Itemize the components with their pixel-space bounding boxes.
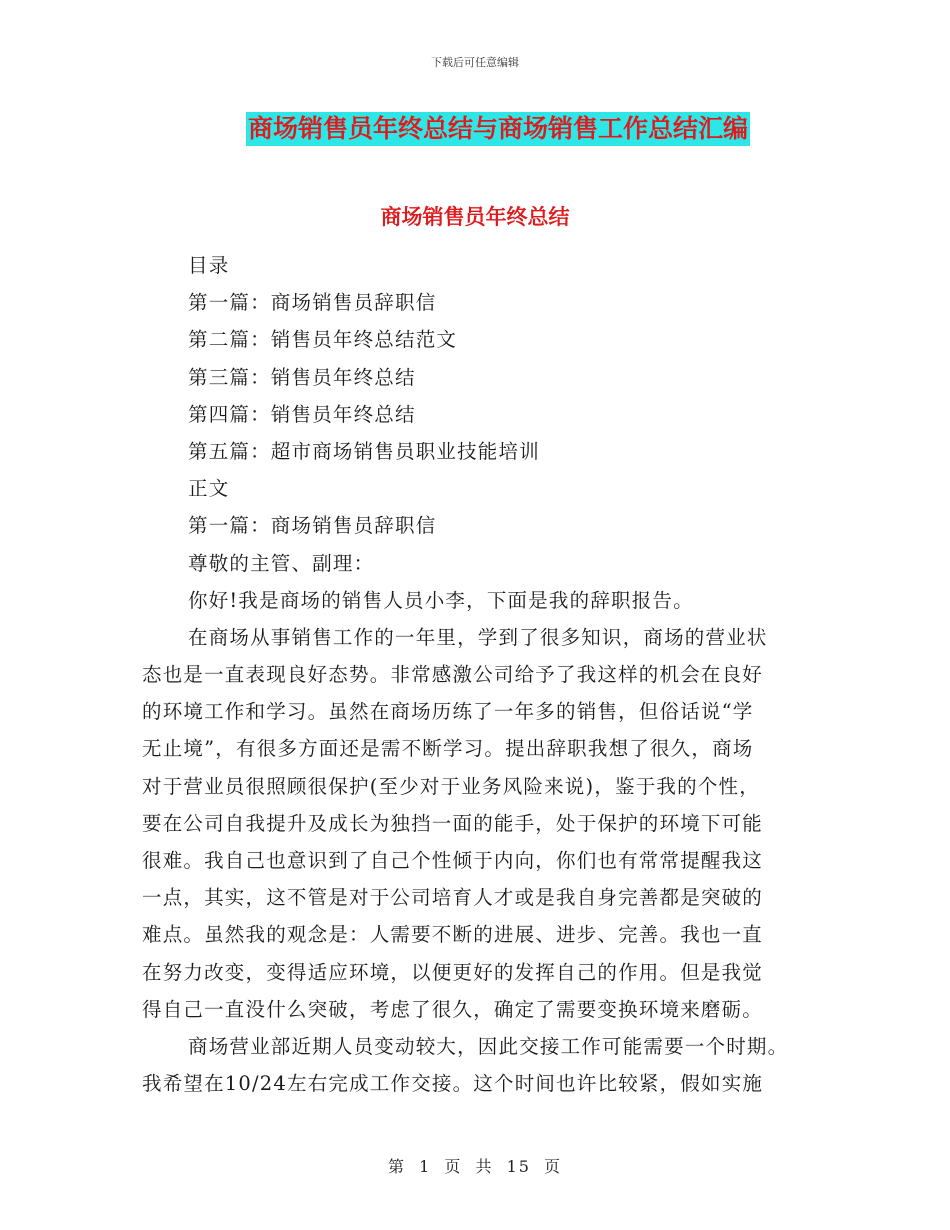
toc-item: 第二篇：销售员年终总结范文 (188, 328, 458, 352)
paragraph-line: 在商场从事销售工作的一年里，学到了很多知识，商场的营业状 (188, 625, 768, 649)
toc-item: 第四篇：销售员年终总结 (188, 402, 416, 426)
paragraph-line: 要在公司自我提升及成长为独挡一面的能手，处于保护的环境下可能 (142, 811, 764, 835)
body-text (142, 247, 802, 1102)
body-heading: 正文 (188, 477, 230, 501)
header-note: 下载后可任意编辑 (431, 56, 519, 69)
footer-page-label: 第 (387, 1157, 406, 1176)
paragraph-line: 对于营业员很照顾很保护(至少对于业务风险来说)，鉴于我的个性， (142, 774, 760, 798)
toc-item: 第三篇：销售员年终总结 (188, 365, 416, 389)
page-footer (0, 1154, 950, 1177)
paragraph-line: 一点，其实，这不管是对于公司培育人才或是我自身完善都是突破的 (142, 886, 764, 910)
toc-item: 第五篇：超市商场销售员职业技能培训 (188, 439, 540, 463)
paragraph-line: 难点。虽然我的观念是：人需要不断的进展、进步、完善。我也一直 (142, 923, 764, 947)
footer-page-unit: 页 (444, 1157, 463, 1176)
paragraph-line: 我希望在10/24左右完成工作交接。这个时间也许比较紧，假如实施 (142, 1072, 764, 1096)
paragraph-line: 商场营业部近期人员变动较大，因此交接工作可能需要一个时期。 (188, 1034, 789, 1058)
salutation: 尊敬的主管、副理： (188, 551, 375, 575)
paragraph-line: 很难。我自己也意识到了自己个性倾于内向，你们也有常常提醒我这 (142, 849, 764, 872)
paragraph-line: 在努力改变，变得适应环境，以便更好的发挥自己的作用。但是我觉 (142, 960, 764, 984)
paragraph-line: 得自己一直没什么突破，考虑了很久，确定了需要变换环境来磨砺。 (142, 997, 764, 1021)
doc-title-wrap (0, 112, 950, 146)
toc-item: 第一篇：商场销售员辞职信 (188, 291, 437, 315)
toc-heading: 目录 (188, 254, 230, 277)
paragraph-line: 态也是一直表现良好态势。非常感激公司给予了我这样的机会在良好 (142, 663, 764, 687)
chapter-title: 第一篇：商场销售员辞职信 (188, 514, 437, 538)
footer-total-label: 共 (475, 1157, 494, 1176)
section-title: 商场销售员年终总结 (380, 205, 570, 229)
footer-total-unit: 页 (544, 1157, 563, 1176)
footer-page-number: 1 (419, 1157, 432, 1176)
document-title: 商场销售员年终总结与商场销售工作总结汇编 (246, 112, 750, 146)
paragraph-line: 的环境工作和学习。虽然在商场历练了一年多的销售，但俗话说“学 (142, 700, 754, 724)
greeting: 你好!我是商场的销售人员小李，下面是我的辞职报告。 (188, 588, 694, 612)
footer-total-pages: 15 (506, 1157, 531, 1176)
paragraph-line: 无止境”，有很多方面还是需不断学习。提出辞职我想了很久，商场 (142, 737, 754, 761)
